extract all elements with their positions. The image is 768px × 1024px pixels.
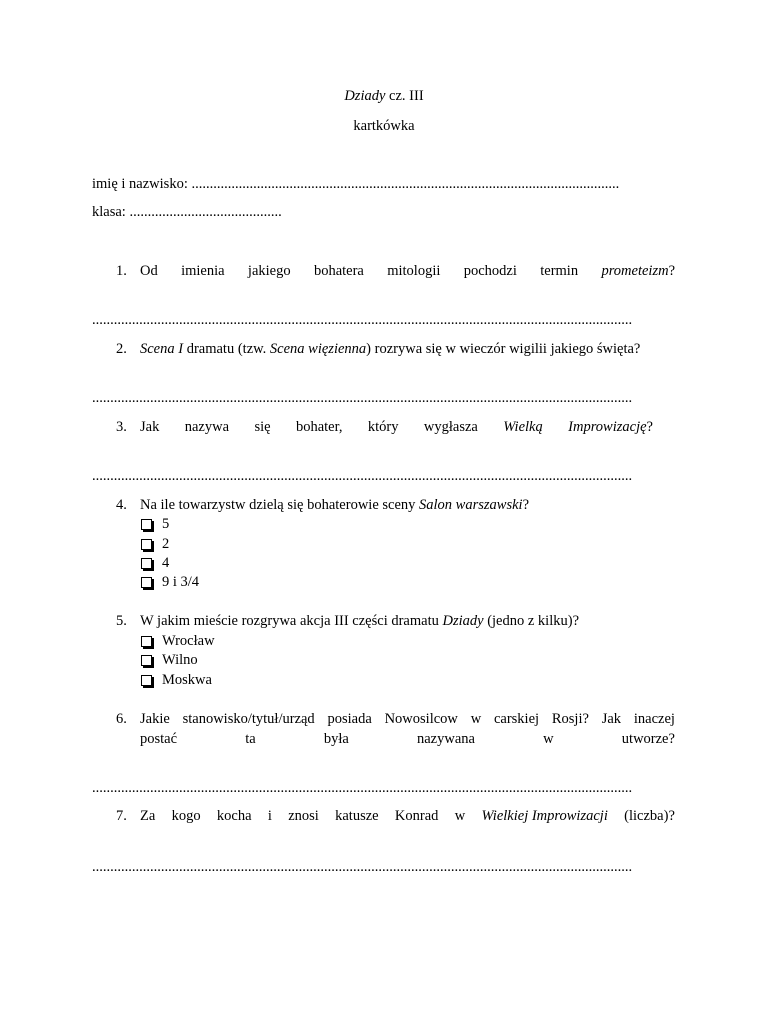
document-subtitle: kartkówka: [353, 118, 415, 134]
option-moskwa[interactable]: Moskwa: [140, 672, 212, 689]
checkbox-icon[interactable]: [141, 558, 152, 569]
option-wroclaw[interactable]: Wrocław: [140, 633, 215, 650]
question-6-line-2: postać ta była nazywana w utworze?: [140, 731, 675, 747]
question-number: 4.: [116, 497, 127, 513]
class-field: klasa: ..........................................: [92, 204, 282, 220]
question-number: 6.: [116, 711, 127, 727]
answer-line: .....................................................................................................................................................: [92, 859, 633, 875]
question-number: 5.: [116, 613, 127, 629]
question-5: W jakim mieście rozgrywa akcja III części dramatu Dziady (jedno z kilku)?: [140, 613, 580, 629]
option-9-3-4[interactable]: 9 i 3/4: [140, 574, 199, 591]
checkbox-icon[interactable]: [141, 675, 152, 686]
answer-line: .....................................................................................................................................................: [92, 468, 633, 484]
option-wilno[interactable]: Wilno: [140, 652, 198, 669]
checkbox-icon[interactable]: [141, 519, 152, 530]
checkbox-icon[interactable]: [141, 636, 152, 647]
question-1: Od imienia jakiego bohatera mitologii pochodzi termin prometeizm?: [140, 263, 675, 279]
name-field: imię i nazwisko: ......................................................................................................................: [92, 176, 620, 192]
option-4[interactable]: 4: [140, 555, 169, 572]
document-title: Dziady cz. III: [344, 88, 424, 104]
question-6-line-1: Jakie stanowisko/tytuł/urząd posiada Nowosilcow w carskiej Rosji? Jak inaczej: [140, 711, 675, 727]
answer-line: .....................................................................................................................................................: [92, 780, 633, 796]
option-5[interactable]: 5: [140, 516, 169, 533]
question-3: Jak nazywa się bohater, który wygłasza Wielką Improwizację?: [140, 419, 653, 435]
option-2[interactable]: 2: [140, 536, 169, 553]
checkbox-icon[interactable]: [141, 577, 152, 588]
question-number: 3.: [116, 419, 127, 435]
checkbox-icon[interactable]: [141, 655, 152, 666]
answer-line: .....................................................................................................................................................: [92, 312, 633, 328]
question-number: 1.: [116, 263, 127, 279]
question-7: Za kogo kocha i znosi katusze Konrad w Wielkiej Improwizacji (liczba)?: [140, 808, 675, 824]
answer-line: .....................................................................................................................................................: [92, 390, 633, 406]
question-number: 7.: [116, 808, 127, 824]
checkbox-icon[interactable]: [141, 539, 152, 550]
question-2: Scena I dramatu (tzw. Scena więzienna) rozrywa się w wieczór wigilii jakiego święta?: [140, 341, 641, 357]
question-4: Na ile towarzystw dzielą się bohaterowie sceny Salon warszawski?: [140, 497, 530, 513]
question-number: 2.: [116, 341, 127, 357]
